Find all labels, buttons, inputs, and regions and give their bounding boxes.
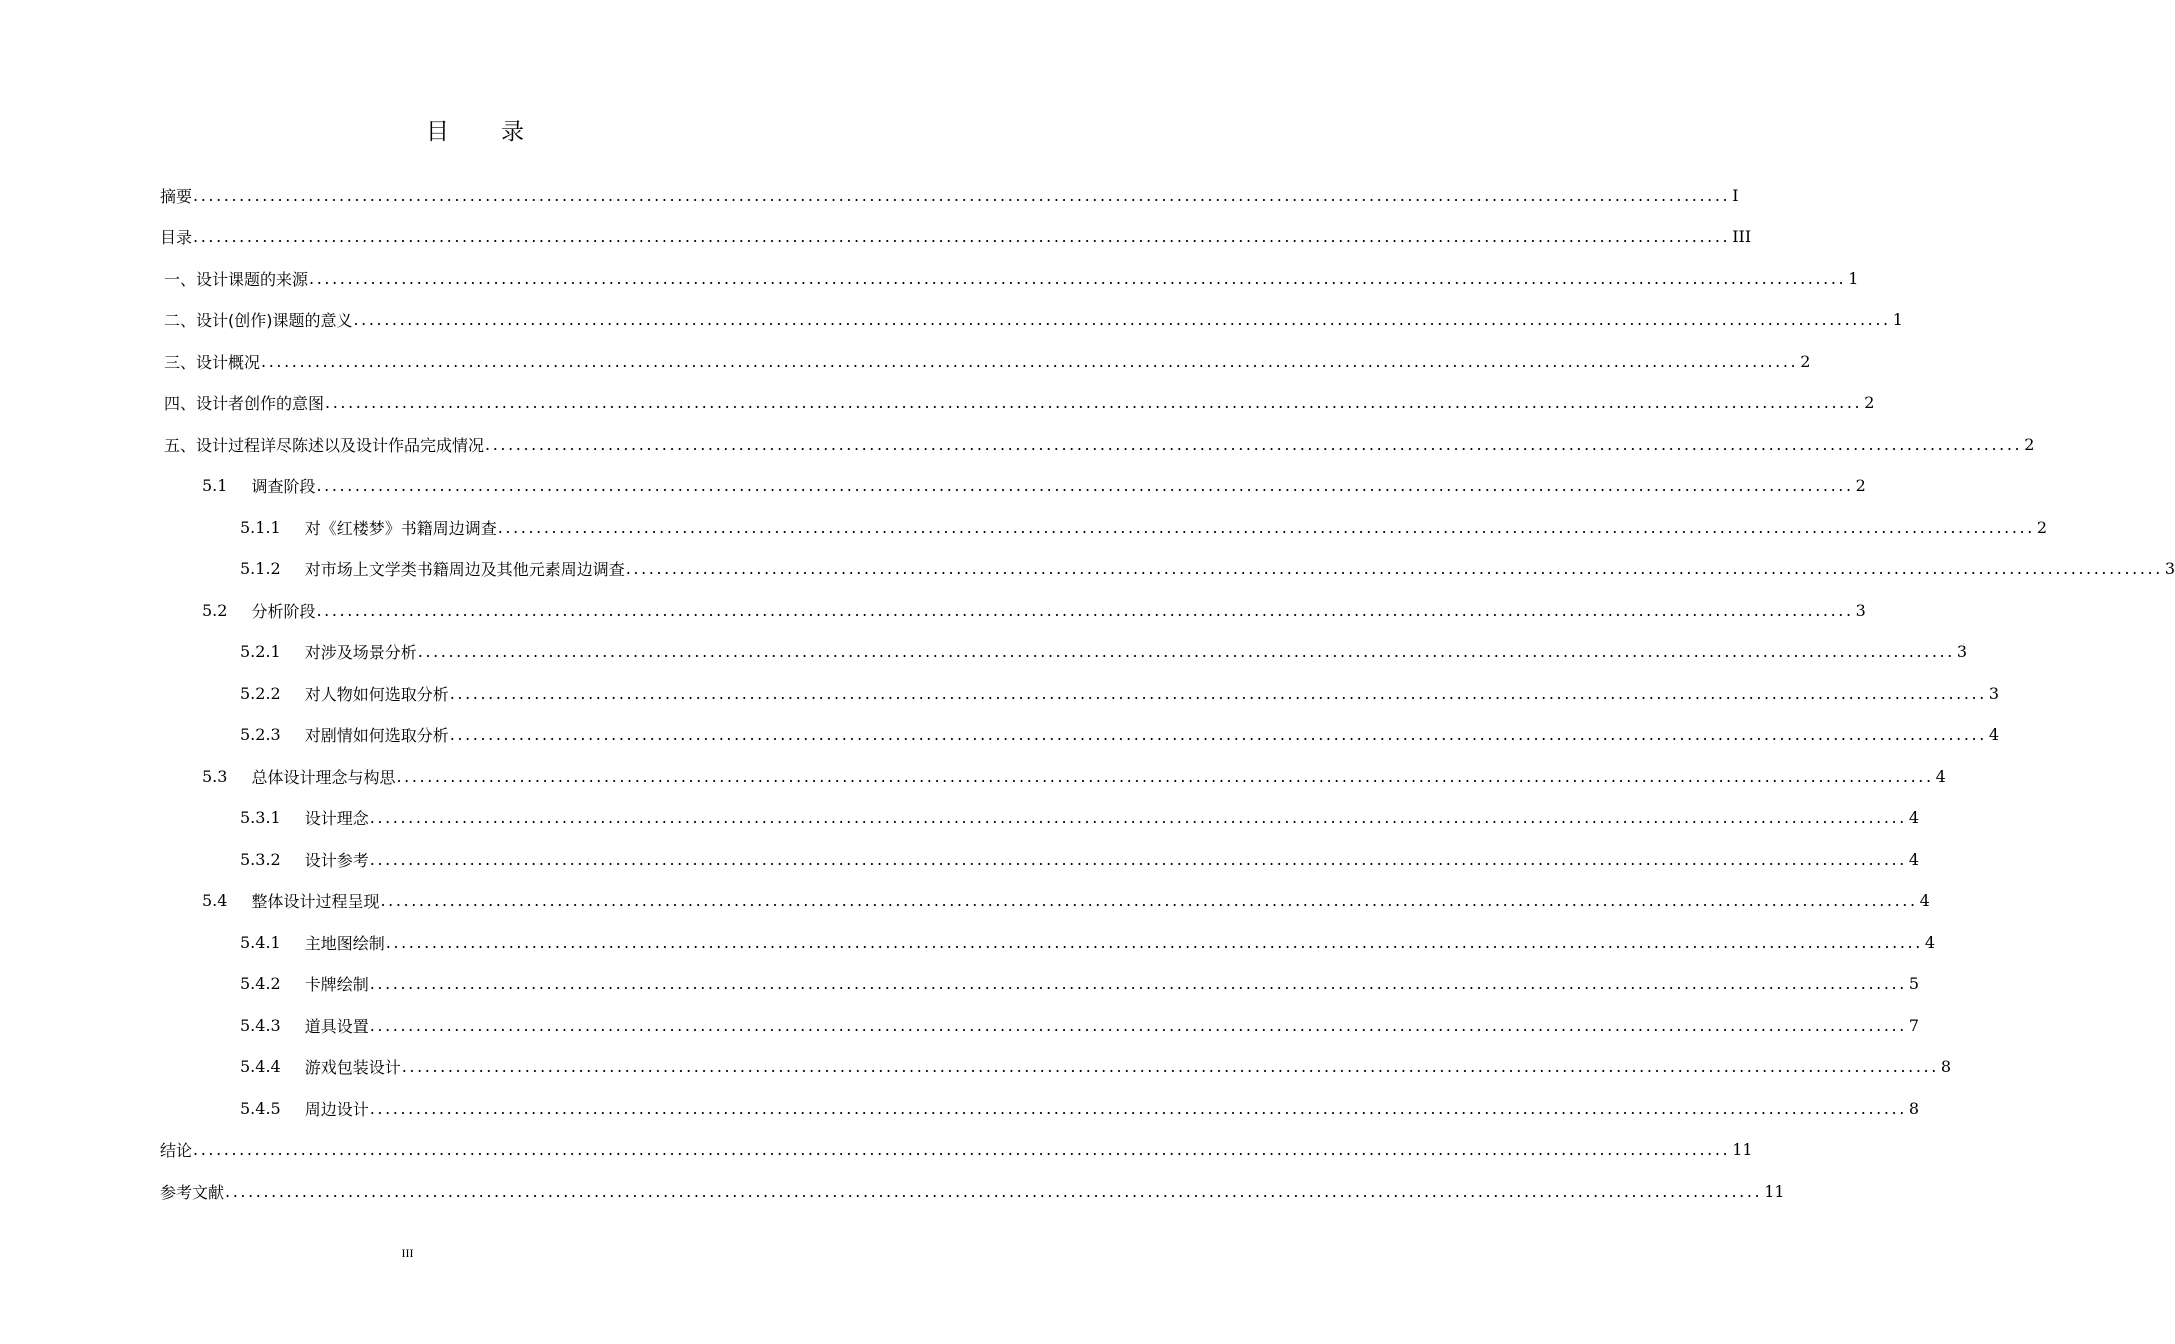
toc-entry[interactable] <box>202 881 1930 921</box>
toc-entry-page: 2 <box>1864 393 1875 412</box>
dot-leader: ........................................................................................................................................................................................................ <box>369 1098 1907 1118</box>
toc-entry-label: 整体设计过程呈现 <box>251 892 380 911</box>
toc-entry[interactable] <box>202 466 1866 506</box>
page-title: 目录 <box>426 119 576 145</box>
toc-entry-page: 2 <box>2036 517 2048 537</box>
toc-entry[interactable] <box>160 1130 1753 1170</box>
toc-entry-label: 对《红楼梦》书籍周边调查 <box>304 518 497 538</box>
toc-entry-label: 目录 <box>160 228 193 247</box>
toc-entry-label: 对涉及场景分析 <box>304 643 417 662</box>
toc-entry-page: 4 <box>1935 766 1946 786</box>
toc-entry-number: 5.3.1 <box>240 808 281 827</box>
toc-entry-number: 5.4.1 <box>240 932 281 952</box>
dot-leader: ........................................................................................................................................................................................................ <box>193 227 1731 246</box>
toc-entry-number: 5.2.2 <box>240 683 281 703</box>
toc-entry-label: 一、设计课题的来源 <box>164 269 309 289</box>
dot-leader: ........................................................................................................................................................................................................ <box>396 766 1934 786</box>
toc-entry-label: 游戏包装设计 <box>304 1058 401 1077</box>
toc-entry-label: 三、设计概况 <box>164 352 261 372</box>
toc-entry-number: 5.1.2 <box>240 559 281 578</box>
toc-entry[interactable] <box>240 507 2048 547</box>
toc-entry-label: 卡牌绘制 <box>304 975 369 994</box>
dot-leader: ........................................................................................................................................................................................................ <box>401 1057 1939 1076</box>
toc-entry[interactable] <box>164 424 2035 464</box>
toc-entry[interactable] <box>240 1005 1920 1045</box>
toc-entry[interactable] <box>160 175 1739 215</box>
toc-entry[interactable] <box>240 632 1968 672</box>
dot-leader: ........................................................................................................................................................................................................ <box>316 476 1854 495</box>
toc-entry-number: 5.2.1 <box>240 642 281 661</box>
toc-entry-label: 调查阶段 <box>251 477 316 496</box>
toc-entry-number: 5.1.1 <box>240 517 281 537</box>
dot-leader: ........................................................................................................................................................................................................ <box>485 434 2023 454</box>
toc-entry-label: 设计理念 <box>304 809 369 828</box>
toc-entry-label: 周边设计 <box>304 1099 369 1119</box>
dot-leader: ........................................................................................................................................................................................................ <box>449 683 1987 703</box>
toc-entry-number: 5.4.2 <box>240 974 281 993</box>
toc-entry[interactable] <box>240 922 1936 962</box>
toc-entry-label: 摘要 <box>160 186 193 206</box>
toc-entry-label: 五、设计过程详尽陈述以及设计作品完成情况 <box>164 435 485 455</box>
toc-entry-page: 8 <box>1908 1098 1920 1118</box>
toc-entry-label: 结论 <box>160 1141 193 1160</box>
toc-entry[interactable] <box>240 673 2000 713</box>
toc-entry-page: 3 <box>1855 600 1866 620</box>
dot-leader: ........................................................................................................................................................................................................ <box>225 1181 1763 1201</box>
toc-entry[interactable] <box>240 798 1920 838</box>
toc-entry-label: 设计参考 <box>304 850 369 870</box>
toc-entry[interactable] <box>160 217 1752 257</box>
dot-leader: ........................................................................................................................................................................................................ <box>316 600 1854 620</box>
toc-entry-label: 分析阶段 <box>251 601 316 621</box>
toc-entry[interactable] <box>240 964 1920 1004</box>
toc-entry-page: 4 <box>1908 808 1920 827</box>
dot-leader: ........................................................................................................................................................................................................ <box>369 849 1907 869</box>
dot-leader: ........................................................................................................................................................................................................ <box>193 1140 1731 1159</box>
toc-entry[interactable] <box>240 839 1920 879</box>
toc-entry-page: 4 <box>1988 725 2000 744</box>
dot-leader: ........................................................................................................................................................................................................ <box>449 725 1987 744</box>
dot-leader: ........................................................................................................................................................................................................ <box>625 559 2163 578</box>
toc-entry-page: 11 <box>1764 1181 1785 1201</box>
dot-leader: ........................................................................................................................................................................................................ <box>325 393 1863 412</box>
toc-entry-page: 3 <box>2164 559 2175 578</box>
toc-entry[interactable] <box>240 1047 1952 1087</box>
toc-entry-number: 5.4 <box>202 891 228 910</box>
toc-entry-page: 5 <box>1908 974 1920 993</box>
toc-entry-page: III <box>1732 227 1752 246</box>
toc-entry-page: 1 <box>1892 310 1903 329</box>
toc-entry-label: 参考文献 <box>160 1182 225 1202</box>
dot-leader: ........................................................................................................................................................................................................ <box>380 891 1918 910</box>
dot-leader: ........................................................................................................................................................................................................ <box>385 932 1923 952</box>
toc-entry-label: 主地图绘制 <box>304 933 385 953</box>
toc-entry-label: 对人物如何选取分析 <box>304 684 449 704</box>
toc-entry[interactable] <box>202 590 1866 630</box>
dot-leader: ........................................................................................................................................................................................................ <box>369 808 1907 827</box>
dot-leader: ........................................................................................................................................................................................................ <box>497 517 2035 537</box>
toc-entry-label: 四、设计者创作的意图 <box>164 394 325 413</box>
toc-entry-page: 3 <box>1956 642 1968 661</box>
toc-entry-page: 4 <box>1919 891 1930 910</box>
toc-entry-page: 11 <box>1732 1140 1753 1159</box>
toc-entry-page: 1 <box>1848 268 1859 288</box>
toc-entry-page: 2 <box>1800 351 1811 371</box>
toc-entry-number: 5.2 <box>202 600 228 620</box>
toc-entry-label: 二、设计(创作)课题的意义 <box>164 311 353 330</box>
toc-entry-page: 7 <box>1908 1015 1920 1035</box>
toc-entry[interactable] <box>240 715 2000 755</box>
toc-entry-page: I <box>1732 185 1739 205</box>
toc-entry[interactable] <box>160 1171 1785 1211</box>
dot-leader: ........................................................................................................................................................................................................ <box>309 268 1847 288</box>
toc-entry[interactable] <box>164 341 1811 381</box>
toc-entry-label: 对市场上文学类书籍周边及其他元素周边调查 <box>304 560 625 579</box>
toc-entry-label: 总体设计理念与构思 <box>251 767 396 787</box>
toc-entry[interactable] <box>164 300 1903 340</box>
dot-leader: ........................................................................................................................................................................................................ <box>369 974 1907 993</box>
dot-leader: ........................................................................................................................................................................................................ <box>261 351 1799 371</box>
dot-leader: ........................................................................................................................................................................................................ <box>353 310 1891 329</box>
page-number-footer: III <box>401 1246 414 1260</box>
toc-entry-page: 4 <box>1924 932 1936 952</box>
toc-entry-number: 5.1 <box>202 476 228 495</box>
toc-entry-page: 2 <box>1855 476 1866 495</box>
toc-entry[interactable] <box>240 549 2175 589</box>
dot-leader: ........................................................................................................................................................................................................ <box>193 185 1731 205</box>
toc-entry-label: 道具设置 <box>304 1016 369 1036</box>
toc-entry-number: 5.3 <box>202 766 228 786</box>
toc-entry-number: 5.4.4 <box>240 1057 281 1076</box>
toc-entry[interactable] <box>164 258 1859 298</box>
dot-leader: ........................................................................................................................................................................................................ <box>417 642 1955 661</box>
toc-entry-number: 5.4.5 <box>240 1098 281 1118</box>
toc-entry-number: 5.3.2 <box>240 849 281 869</box>
toc-entry-number: 5.2.3 <box>240 725 281 744</box>
toc-entry-number: 5.4.3 <box>240 1015 281 1035</box>
toc-entry-label: 对剧情如何选取分析 <box>304 726 449 745</box>
toc-entry[interactable] <box>240 1088 1920 1128</box>
toc-entry-page: 2 <box>2024 434 2035 454</box>
toc-entry-page: 3 <box>1988 683 2000 703</box>
dot-leader: ........................................................................................................................................................................................................ <box>369 1015 1907 1035</box>
toc-entry-page: 8 <box>1940 1057 1952 1076</box>
toc-entry[interactable] <box>202 756 1946 796</box>
toc-entry-page: 4 <box>1908 849 1920 869</box>
toc-entry[interactable] <box>164 383 1875 423</box>
